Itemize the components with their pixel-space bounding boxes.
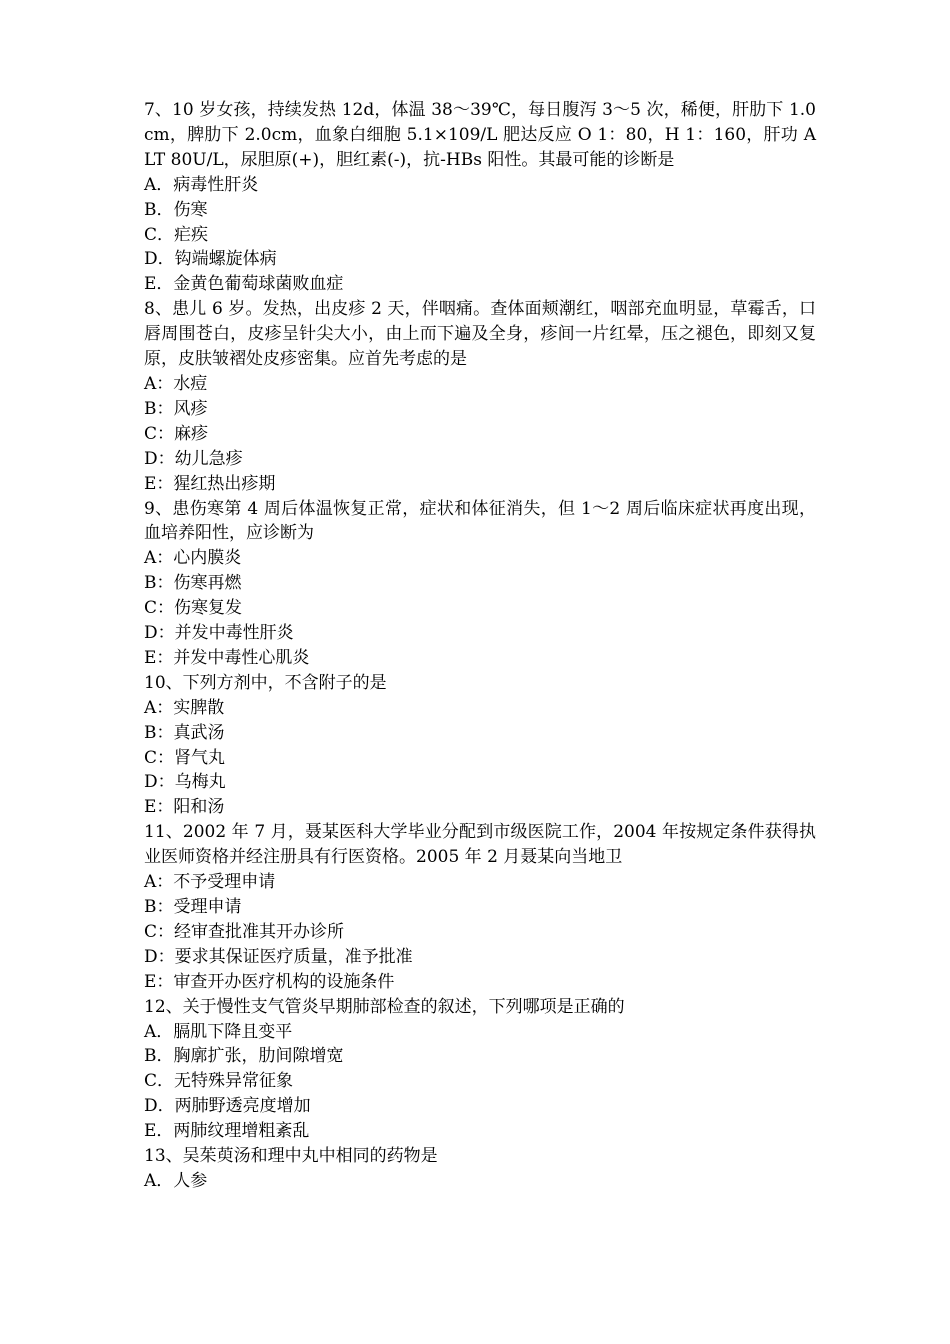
document-page: [144, 98, 816, 1194]
option-c: C．疟疾: [144, 224, 209, 245]
option-b: B：真武汤: [144, 722, 225, 743]
question-9: [144, 497, 816, 671]
option-e: E：并发中毒性心肌炎: [144, 647, 310, 668]
question-stem: 11、2002 年 7 月，聂某医科大学毕业分配到市级医院工作，2004 年按规定条件获得执业医师资格并经注册具有行医资格。2005 年 2 月聂某向当地卫: [144, 822, 816, 868]
option-c: C：经审查批准其开办诊所: [144, 921, 345, 942]
question-11: [144, 820, 816, 994]
option-a: A．病毒性肝炎: [144, 174, 259, 195]
option-b: B．伤寒: [144, 199, 208, 220]
option-d: D．钩端螺旋体病: [144, 249, 277, 270]
option-a: A．膈肌下降且变平: [144, 1021, 293, 1042]
question-stem: 7、10 岁女孩，持续发热 12d，体温 38～39℃，每日腹泻 3～5 次，稀便，肝肋下 1.0cm，脾肋下 2.0cm，血象白细胞 5.1×109/L 肥达反应 O 1：80，H 1：160，肝功 ALT 80U/L，尿胆原(+)，胆红素(-)，抗-HBs 阳性。其最可能的诊断是: [144, 100, 816, 170]
option-b: B．胸廓扩张，肋间隙增宽: [144, 1046, 344, 1067]
option-c: C．无特殊异常征象: [144, 1071, 294, 1092]
option-c: C：肾气丸: [144, 747, 226, 768]
option-d: D．两肺野透亮度增加: [144, 1096, 311, 1117]
option-d: D：幼儿急疹: [144, 448, 243, 469]
option-e: E：阳和汤: [144, 797, 225, 818]
question-8: [144, 297, 816, 496]
question-stem: 8、患儿 6 岁。发热，出皮疹 2 天，伴咽痛。查体面颊潮红，咽部充血明显，草霉舌，口唇周围苍白，皮疹呈针尖大小，由上而下遍及全身，疹间一片红晕，压之褪色，即刻又复原，皮肤皱褶处皮疹密集。应首先考虑的是: [144, 299, 816, 370]
option-c: C：麻疹: [144, 423, 209, 444]
question-stem: 9、患伤寒第 4 周后体温恢复正常，症状和体征消失，但 1～2 周后临床症状再度出现，血培养阳性，应诊断为: [144, 498, 816, 544]
question-stem: 10、下列方剂中，不含附子的是: [144, 672, 387, 693]
question-stem: 12、关于慢性支气管炎早期肺部检查的叙述，下列哪项是正确的: [144, 996, 625, 1017]
option-a: A．人参: [144, 1170, 208, 1191]
option-b: B：伤寒再燃: [144, 573, 242, 594]
option-e: E：审查开办医疗机构的设施条件: [144, 971, 395, 992]
option-b: B：风疹: [144, 398, 208, 419]
option-b: B：受理申请: [144, 897, 242, 917]
option-d: D：要求其保证医疗质量，准予批准: [144, 946, 413, 967]
option-a: A：实脾散: [144, 697, 225, 718]
question-13: [144, 1144, 816, 1194]
option-d: D：乌梅丸: [144, 772, 226, 793]
option-c: C：伤寒复发: [144, 598, 243, 619]
option-d: D：并发中毒性肝炎: [144, 623, 294, 644]
question-12: [144, 995, 816, 1144]
option-e: E．金黄色葡萄球菌败血症: [144, 274, 344, 295]
option-a: A：不予受理申请: [144, 872, 276, 893]
question-10: [144, 671, 816, 820]
option-a: A：心内膜炎: [144, 548, 242, 569]
question-7: [144, 98, 816, 297]
option-a: A：水痘: [144, 373, 208, 394]
question-stem: 13、吴茱萸汤和理中丸中相同的药物是: [144, 1146, 438, 1167]
option-e: E．两肺纹理增粗紊乱: [144, 1121, 310, 1142]
option-e: E：猩红热出疹期: [144, 473, 276, 494]
